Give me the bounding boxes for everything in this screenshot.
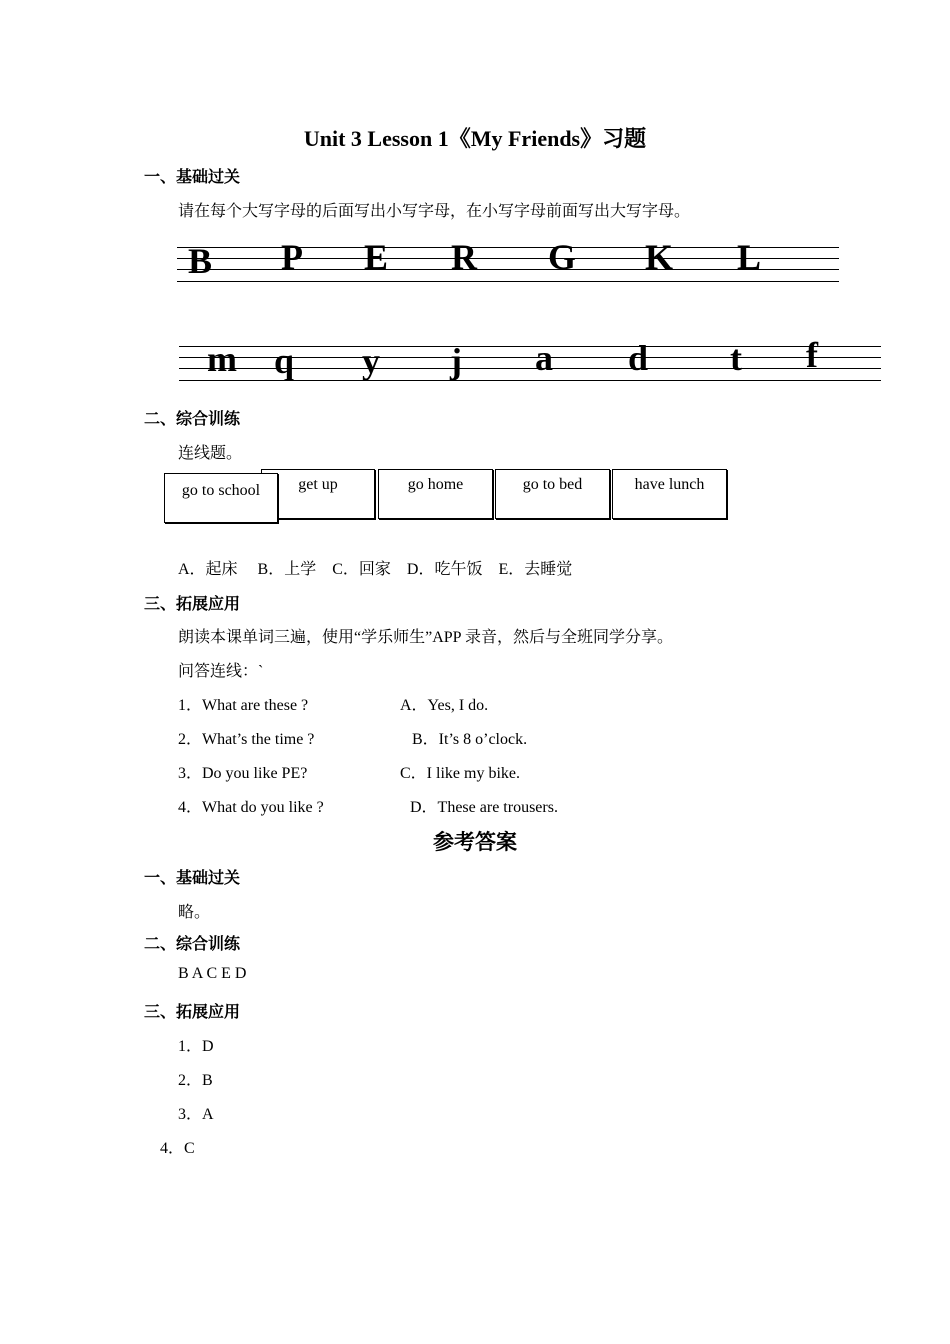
uppercase-letter: R (451, 237, 477, 277)
answer-item: D．These are trousers. (410, 799, 558, 816)
section2-options: A．起床 B．上学 C．回家 D．吃午饭 E．去睡觉 (178, 561, 573, 578)
phrase-box[interactable]: go to bed (495, 469, 610, 519)
answer-s3-item: 2．B (178, 1072, 213, 1089)
section1-heading: 一、基础过关 (144, 167, 241, 186)
answer-key-title: 参考答案 (433, 830, 517, 854)
phrase-box[interactable]: go home (378, 469, 493, 519)
answer-s3-heading: 三、拓展应用 (144, 1002, 241, 1021)
answer-s3-item: 3．A (178, 1106, 214, 1123)
answer-item: A．Yes, I do. (400, 697, 489, 714)
answer-s1-heading: 一、基础过关 (144, 868, 241, 887)
answer-s2: B A C E D (178, 965, 247, 982)
section2-heading: 二、综合训练 (144, 409, 241, 428)
lowercase-letter: t (730, 338, 742, 378)
section3-instruction: 朗读本课单词三遍，使用“学乐师生”APP 录音，然后与全班同学分享。 (178, 629, 673, 646)
section2-instruction: 连线题。 (178, 445, 243, 462)
uppercase-letter: K (645, 237, 674, 277)
answer-item: C．I like my bike. (400, 765, 520, 782)
lowercase-letter: d (628, 338, 649, 378)
answer-s1: 略。 (178, 904, 211, 921)
lowercase-letter: a (535, 338, 553, 378)
question-item: 2．What’s the time ? (178, 731, 315, 748)
section1-instruction: 请在每个大写字母的后面写出小写字母，在小写字母前面写出大写字母。 (178, 203, 691, 220)
uppercase-letter: B (188, 241, 213, 281)
page-title: Unit 3 Lesson 1《My Friends》习题 (303, 126, 647, 151)
section3-subheading: 问答连线：` (178, 663, 264, 680)
answer-s2-heading: 二、综合训练 (144, 934, 241, 953)
lowercase-letter: f (806, 335, 818, 375)
lowercase-letter: q (274, 341, 295, 381)
phrase-box[interactable]: have lunch (612, 469, 727, 519)
question-item: 4．What do you like ? (178, 799, 324, 816)
phrase-box[interactable]: get up (261, 469, 375, 519)
phrase-box[interactable]: go to school (164, 473, 278, 523)
uppercase-letter: E (364, 237, 389, 277)
answer-s3-item: 1．D (178, 1038, 214, 1055)
lowercase-letter: y (362, 341, 380, 381)
uppercase-letter: P (281, 237, 303, 277)
uppercase-letter: L (737, 237, 762, 277)
question-item: 3．Do you like PE? (178, 765, 308, 782)
uppercase-letter: G (548, 237, 577, 277)
lowercase-letter: j (450, 341, 462, 381)
answer-item: B．It’s 8 o’clock. (412, 731, 528, 748)
section3-heading: 三、拓展应用 (144, 594, 241, 613)
question-item: 1．What are these ? (178, 697, 309, 714)
lowercase-letter: m (207, 339, 237, 379)
answer-s3-item: 4．C (160, 1140, 195, 1157)
